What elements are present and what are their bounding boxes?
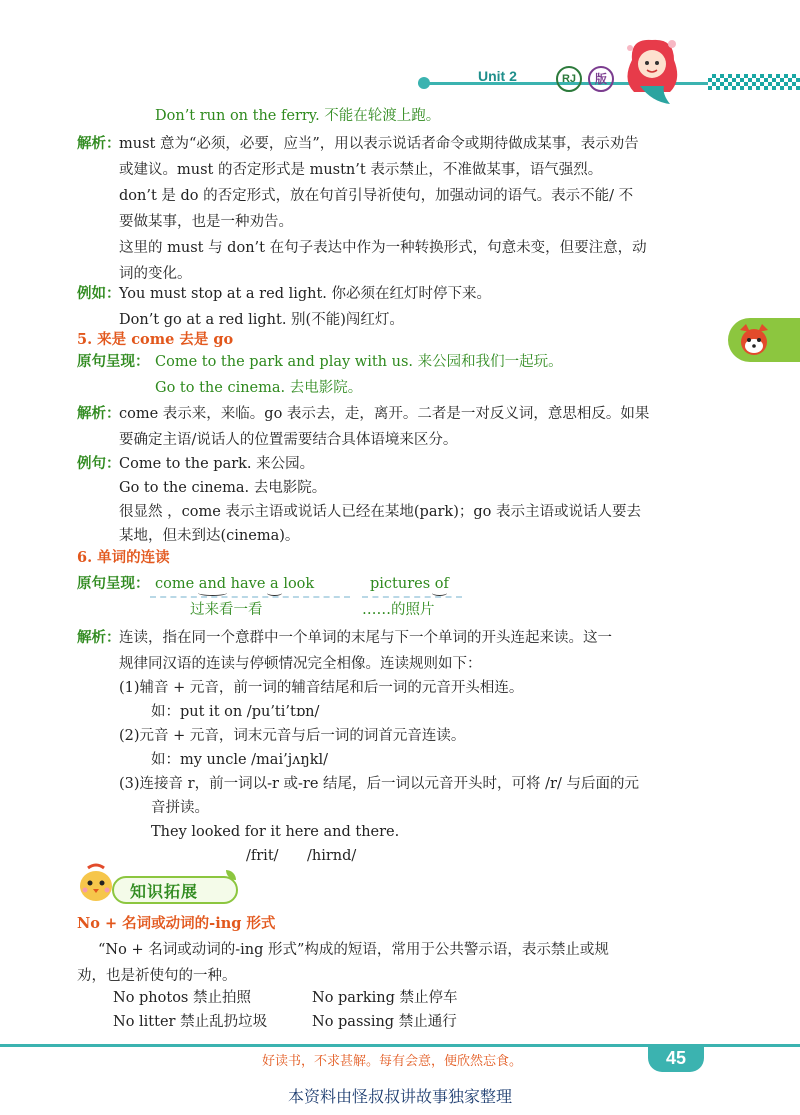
body-line: Come to the park. 来公园。: [119, 456, 315, 472]
dashed-divider: [150, 596, 350, 598]
phonetic: /frit/: [246, 848, 279, 864]
unit-label: Unit 2: [478, 68, 517, 84]
body-line: 很显然 ，come 表示主语或说话人已经在某地(park)；go 表示主语或说话人要去: [119, 504, 641, 520]
sign-phrase: No photos 禁止拍照: [113, 990, 251, 1006]
phonetic: /hirnd/: [307, 848, 357, 864]
linked-word: have: [230, 576, 266, 592]
phrase-translation: 过来看一看: [190, 602, 263, 618]
body-line: 词的变化。: [119, 266, 192, 282]
body-line: 某地，但未到达(cinema)。: [119, 528, 300, 544]
linked-word: pictures: [370, 576, 431, 592]
phrase-translation: ……的照片: [362, 602, 435, 618]
body-line: 规律同汉语的连读与停顿情况完全相像。连读规则如下：: [119, 656, 482, 672]
body-line: 要做某事，也是一种劝告。: [119, 214, 293, 230]
example-sentence: Don’t run on the ferry. 不能在轮渡上跑。: [155, 108, 441, 124]
body-line: must 意为“必须，必要，应当”，用以表示说话者命令或期待做成某事，表示劝告: [119, 136, 639, 152]
header-dot-icon: [418, 77, 430, 89]
sign-phrase: No passing 禁止通行: [312, 1014, 457, 1030]
analysis-label: 解析：: [77, 135, 121, 152]
body-line: (2)元音 + 元音，词末元音与后一词的词首元音连读。: [119, 728, 466, 744]
body-line: 如：my uncle /mai’jʌŋkl/: [151, 752, 329, 768]
liaison-mark: and: [194, 576, 231, 592]
body-line: 如：put it on /pu’ti’tɒn/: [151, 704, 320, 720]
linked-phrase-2: [370, 574, 449, 594]
liaison-mark: of: [430, 576, 449, 592]
liaison-mark: a: [265, 576, 284, 592]
sign-phrase: No parking 禁止停车: [312, 990, 458, 1006]
section-title-6: 6. 单词的连读: [77, 549, 170, 566]
mermaid-mascot-icon: [612, 30, 692, 110]
badge-ban: 版: [588, 66, 614, 92]
body-line: 这里的 must 与 don’t 在句子表达中作为一种转换形式，句意未变，但要注意，动: [119, 240, 647, 256]
analysis-label: 解析：: [77, 405, 121, 422]
sign-phrase: No litter 禁止乱扔垃圾: [113, 1014, 268, 1030]
original-sentence: Go to the cinema. 去电影院。: [155, 380, 363, 396]
linked-word: look: [283, 576, 315, 592]
body-line: Go to the cinema. 去电影院。: [119, 480, 327, 496]
example-label: 例句：: [77, 455, 121, 472]
checker-strip: [708, 74, 800, 90]
page-number: 45: [665, 1048, 687, 1068]
body-line: 或建议。must 的否定形式是 mustn’t 表示禁止，不准做某事，语气强烈。: [119, 162, 603, 178]
credit-line: 本资料由怪叔叔讲故事独家整理: [287, 1087, 512, 1106]
body-line: don’t 是 do 的否定形式，放在句首引导祈使句，加强动词的语气。表示不能/ 不: [119, 188, 634, 204]
fox-face-icon: [736, 322, 772, 358]
linked-phrase-1: [155, 574, 314, 594]
original-sentence: Come to the park and play with us. 来公园和我们一起玩。: [155, 354, 563, 370]
body-line: They looked for it here and there.: [151, 824, 400, 840]
section-title-5: 5. 来是 come 去是 go: [77, 331, 234, 348]
footer-motto: 好读书，不求甚解。每有会意，便欣然忘食。: [262, 1054, 523, 1069]
body-line: 劝，也是祈使句的一种。: [77, 968, 237, 984]
badge-rj: RJ: [556, 66, 582, 92]
body-line: Don’t go at a red light. 别(不能)闯红灯。: [119, 312, 404, 328]
body-line: 要确定主语/说话人的位置需要结合具体语境来区分。: [119, 432, 458, 448]
body-line: You must stop at a red light. 你必须在红灯时停下来。: [119, 286, 492, 302]
chick-mascot-icon: [74, 862, 118, 906]
body-line: come 表示来，来临。go 表示去，走，离开。二者是一对反义词，意思相反。如果: [119, 406, 650, 422]
section-title-7: No + 名词或动词的-ing 形式: [77, 915, 276, 932]
example-label: 例如：: [77, 285, 121, 302]
body-line: “No + 名词或动词的-ing 形式”构成的短语，常用于公共警示语，表示禁止或规: [98, 942, 609, 958]
body-line: 连读，指在同一个意群中一个单词的末尾与下一个单词的开头连起来读。这一: [119, 630, 612, 646]
extension-title: 知识拓展: [130, 882, 199, 901]
body-line: (1)辅音 + 元音，前一词的辅音结尾和后一词的元音开头相连。: [119, 680, 524, 696]
original-label: 原句呈现：: [77, 353, 150, 370]
original-label: 原句呈现：: [77, 575, 150, 592]
linked-word: come: [155, 576, 195, 592]
header: [0, 0, 800, 110]
body-line: 音拼读。: [151, 800, 209, 816]
dashed-divider: [362, 596, 462, 598]
analysis-label: 解析：: [77, 629, 121, 646]
body-line: (3)连接音 r，前一词以-r 或-re 结尾，后一词以元音开头时，可将 /r/ 与后面的元: [119, 776, 639, 792]
